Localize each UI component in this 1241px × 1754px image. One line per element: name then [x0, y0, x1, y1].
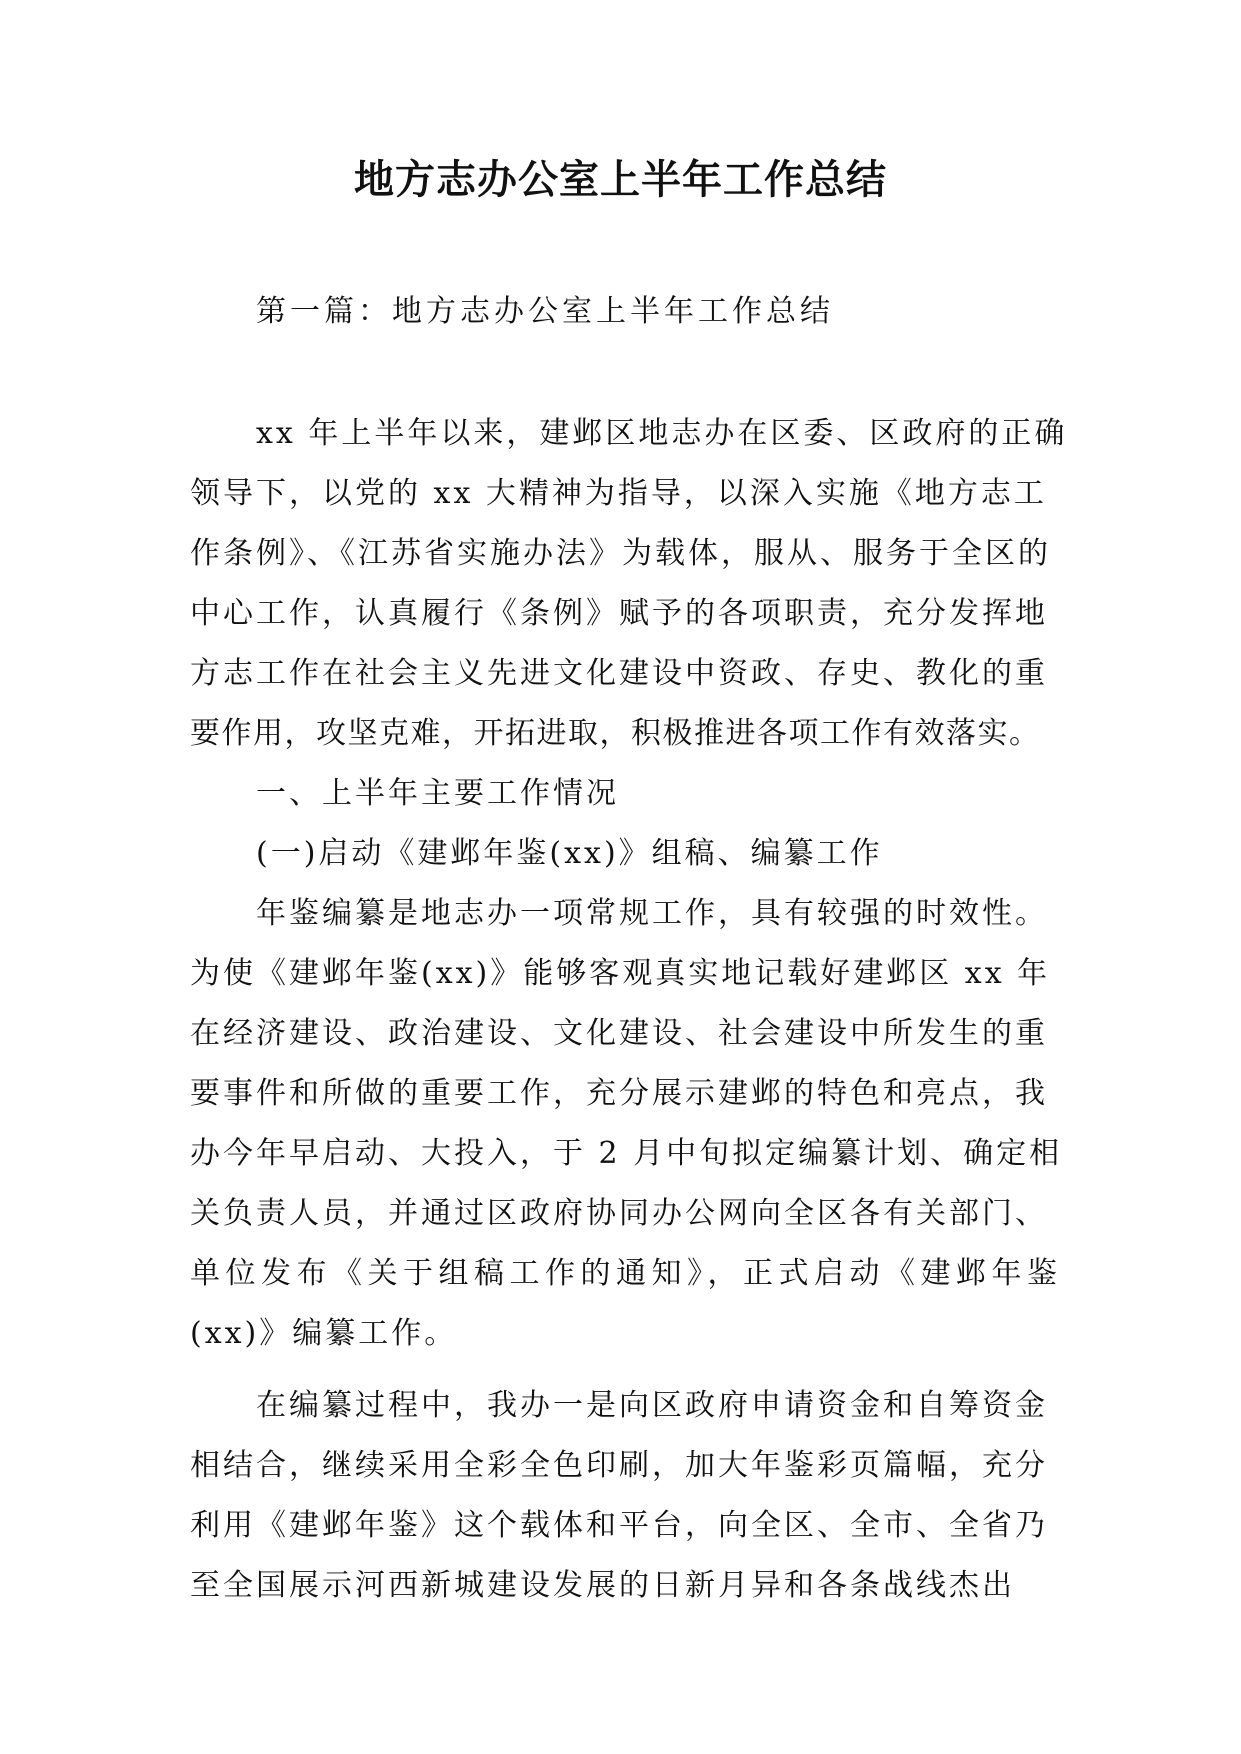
paragraph-gap	[190, 1364, 1050, 1376]
paragraph-line: 办今年早启动、大投入，于 2 月中旬拟定编纂计划、确定相	[190, 1136, 1063, 1171]
paragraph-line: 作条例》、《江苏省实施办法》为载体，服从、服务于全区的	[190, 536, 1051, 571]
paragraph-line: 中心工作，认真履行《条例》赋予的各项职责，充分发挥地	[190, 596, 1048, 631]
section-heading: 第一篇：地方志办公室上半年工作总结	[256, 294, 834, 329]
paragraph-line: 关负责人员，并通过区政府协同办公网向全区各有关部门、	[190, 1196, 1048, 1231]
paragraph-line: (xx)》编纂工作。	[190, 1316, 458, 1351]
paragraph-line: 在经济建设、政治建设、文化建设、社会建设中所发生的重	[190, 1016, 1048, 1051]
paragraph-line: 单位发布《关于组稿工作的通知》，正式启动《建邺年鉴	[190, 1256, 1063, 1291]
paragraph-line: 要作用，攻坚克难，开拓进取，积极推进各项工作有效落实。	[190, 716, 1041, 751]
paragraph-line: 利用《建邺年鉴》这个载体和平台，向全区、全市、全省乃	[190, 1508, 1048, 1543]
document-title: 地方志办公室上半年工作总结	[354, 157, 887, 203]
paragraph-line: xx 年上半年以来，建邺区地志办在区委、区政府的正确	[256, 416, 1068, 451]
paragraph-line: 至全国展示河西新城建设发展的日新月异和各条战线杰出	[190, 1568, 1015, 1603]
paragraph-line: 方志工作在社会主义先进文化建设中资政、存史、教化的重	[190, 656, 1048, 691]
paragraph-line: 领导下，以党的 xx 大精神为指导，以深入实施《地方志工	[190, 476, 1047, 511]
paragraph-line: 在编纂过程中，我办一是向区政府申请资金和自筹资金	[256, 1388, 1048, 1423]
paragraph-line: 相结合，继续采用全彩全色印刷，加大年鉴彩页篇幅，充分	[190, 1448, 1048, 1483]
subheading-line: 一、上半年主要工作情况	[256, 776, 619, 811]
document-body	[190, 404, 1068, 1616]
subheading-line: (一)启动《建邺年鉴(xx)》组稿、编纂工作	[256, 836, 883, 871]
paragraph-line: 要事件和所做的重要工作，充分展示建邺的特色和亮点，我	[190, 1076, 1048, 1111]
paragraph-line: 年鉴编纂是地志办一项常规工作，具有较强的时效性。	[256, 896, 1048, 931]
paragraph-line: 为使《建邺年鉴(xx)》能够客观真实地记载好建邺区 xx 年	[190, 956, 1051, 991]
